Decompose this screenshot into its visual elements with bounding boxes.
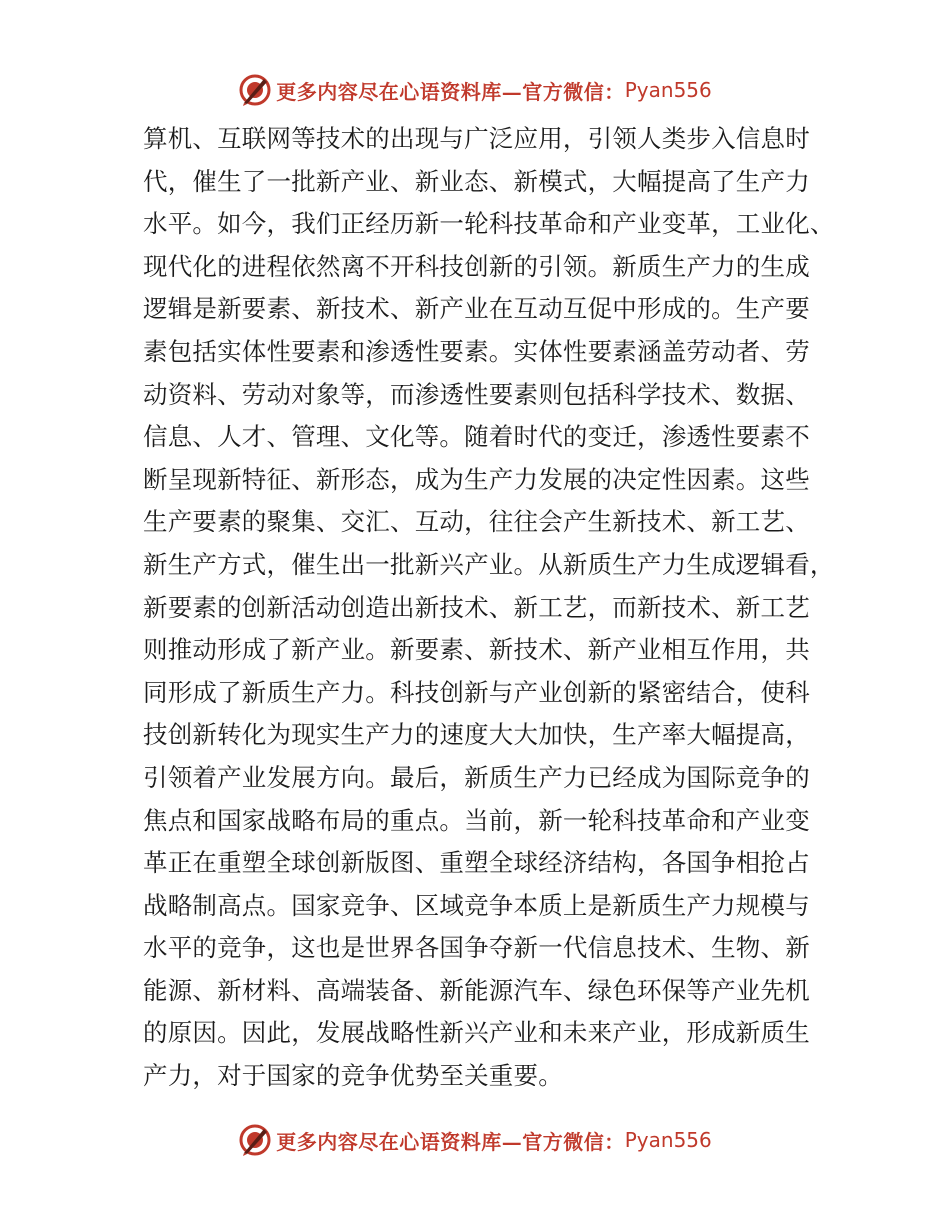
text-line: 算机、互联网等技术的出现与广泛应用，引领人类步入信息时: [143, 124, 810, 153]
text-line: 生产要素的聚集、交汇、互动，往往会产生新技术、新工艺、: [143, 507, 810, 537]
text-line: 素包括实体性要素和渗透性要素。实体性要素涵盖劳动者、劳: [143, 336, 810, 366]
wechat-account: Pyan556: [624, 1128, 712, 1152]
text-line: 水平的竞争，这也是世界各国争夺新一代信息技术、生物、新: [143, 933, 810, 963]
header-banner: [0, 70, 950, 110]
text-line: 同形成了新质生产力。科技创新与产业创新的紧密结合，使科: [143, 677, 810, 707]
quill-pen-logo-icon: [238, 1123, 272, 1157]
banner-text: 更多内容尽在心语资料库—官方微信：: [276, 1129, 625, 1154]
text-line: 产力，对于国家的竞争优势至关重要。: [143, 1061, 563, 1091]
text-line: 现代化的进程依然离不开科技创新的引领。新质生产力的生成: [143, 251, 810, 281]
text-line: 逻辑是新要素、新技术、新产业在互动互促中形成的。生产要: [143, 294, 810, 324]
text-line: 信息、人才、管理、文化等。随着时代的变迁，渗透性要素不: [143, 422, 810, 452]
text-line: 新要素的创新活动创造出新技术、新工艺，而新技术、新工艺: [143, 592, 810, 622]
text-line: 能源、新材料、高端装备、新能源汽车、绿色环保等产业先机: [143, 975, 810, 1005]
footer-banner: [0, 1120, 950, 1160]
text-line: 则推动形成了新产业。新要素、新技术、新产业相互作用，共: [143, 635, 810, 665]
text-line: 革正在重塑全球创新版图、重塑全球经济结构，各国争相抢占: [143, 848, 810, 878]
text-line: 技创新转化为现实生产力的速度大大加快，生产率大幅提高，: [143, 720, 810, 750]
text-line: 代，催生了一批新产业、新业态、新模式，大幅提高了生产力: [143, 166, 810, 196]
text-line: 引领着产业发展方向。最后，新质生产力已经成为国际竞争的: [143, 762, 810, 792]
text-line: 水平。如今，我们正经历新一轮科技革命和产业变革，工业化、: [143, 209, 835, 239]
banner-text: 更多内容尽在心语资料库—官方微信：: [276, 79, 625, 104]
text-line: 新生产方式，催生出一批新兴产业。从新质生产力生成逻辑看，: [143, 549, 835, 579]
text-line: 的原因。因此，发展战略性新兴产业和未来产业，形成新质生: [143, 1018, 810, 1048]
text-line: 战略制高点。国家竞争、区域竞争本质上是新质生产力规模与: [143, 890, 810, 920]
wechat-account: Pyan556: [624, 78, 712, 102]
article-body: [143, 118, 835, 1098]
text-line: 焦点和国家战略布局的重点。当前，新一轮科技革命和产业变: [143, 805, 810, 835]
quill-pen-logo-icon: [238, 73, 272, 107]
text-line: 断呈现新特征、新形态，成为生产力发展的决定性因素。这些: [143, 464, 810, 494]
text-line: 动资料、劳动对象等，而渗透性要素则包括科学技术、数据、: [143, 379, 810, 409]
